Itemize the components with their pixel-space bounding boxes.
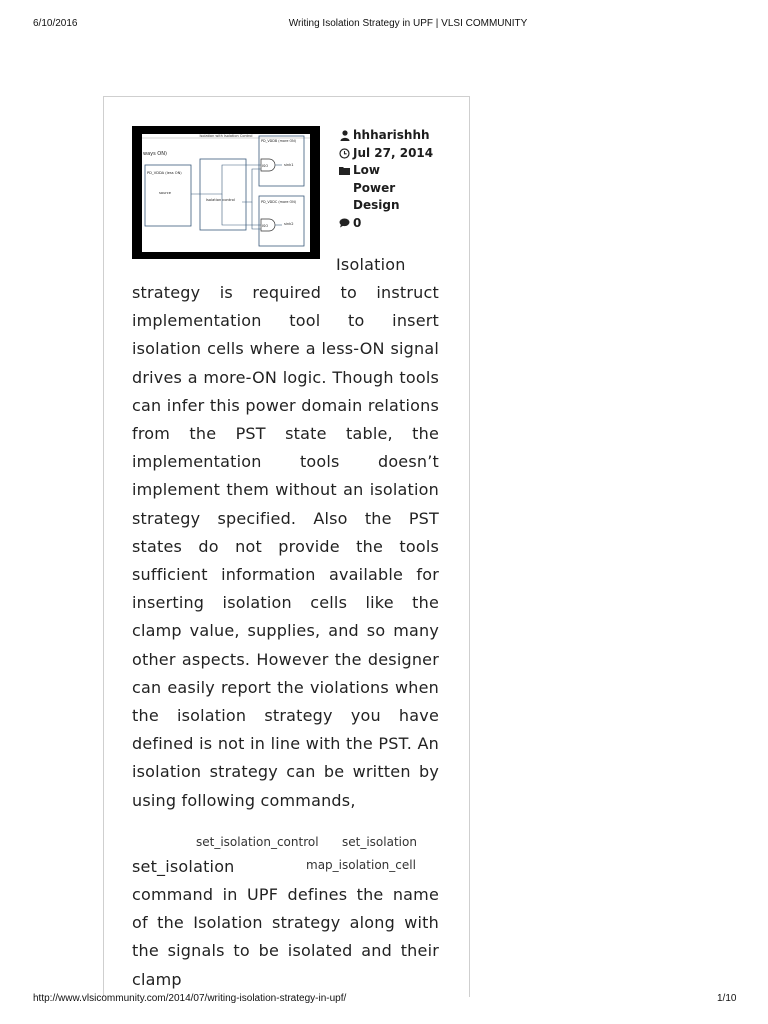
svg-text:sink1: sink1: [284, 163, 294, 167]
svg-text:ISO: ISO: [262, 224, 269, 228]
article-first-word: Isolation: [336, 255, 406, 274]
author-row[interactable]: [336, 127, 456, 145]
svg-text:PD_VDDC (more ON): PD_VDDC (more ON): [261, 200, 297, 204]
svg-text:sink2: sink2: [284, 222, 294, 226]
diagram-always-on: ways ON): [143, 151, 167, 157]
article-paragraph-2: command in UPF defines the name of the Isolation strategy along with the signals to be isolated and their clamp: [132, 885, 439, 989]
svg-text:PD_VDDB (more ON): PD_VDDB (more ON): [261, 139, 297, 143]
print-url: http://www.vlsicommunity.com/2014/07/writing-isolation-strategy-in-upf/: [33, 993, 347, 1004]
date-row: [336, 145, 456, 163]
svg-text:PD_VDDA (less ON): PD_VDDA (less ON): [147, 171, 182, 175]
category-row[interactable]: [336, 162, 456, 215]
diagram-title: Isolation with Isolation Control: [199, 134, 253, 138]
article-thumbnail[interactable]: [132, 126, 320, 259]
post-date: Jul 27, 2014: [353, 145, 434, 160]
comment-icon: [336, 215, 353, 232]
svg-text:source: source: [159, 191, 171, 195]
post-category[interactable]: Low Power Design: [353, 163, 400, 212]
svg-text:ISO: ISO: [262, 164, 269, 168]
author-name[interactable]: hhharishhh: [353, 128, 430, 142]
comment-count[interactable]: 0: [353, 215, 362, 230]
comments-row[interactable]: [336, 215, 456, 233]
clock-icon: [336, 145, 353, 162]
command-map-isolation-cell: map_isolation_cell: [306, 858, 416, 872]
article-card: [103, 96, 470, 997]
section-heading-set-isolation: set_isolation: [132, 857, 235, 876]
svg-text:Isolation control: Isolation control: [206, 198, 235, 202]
print-page-number: 1/10: [717, 993, 737, 1004]
print-date: 6/10/2016: [33, 18, 78, 29]
user-icon: [336, 127, 353, 144]
isolation-diagram: [142, 134, 310, 252]
print-title: Writing Isolation Strategy in UPF | VLSI COMMUNITY: [288, 18, 528, 29]
folder-icon: [336, 162, 353, 179]
post-meta: [336, 127, 456, 232]
command-set-isolation: set_isolation: [342, 835, 417, 849]
article-paragraph: strategy is required to instruct implementation tool to insert isolation cells where a less-ON signal drives a more-ON logic. Though tools can infer this power domain relations from the PST state table, the implementation tools doesn’t implement them without an isolation strategy specified. Also the PST states do not provide the tools sufficient information available for inserting isolation cells like the clamp value, supplies, and so many other aspects. However the designer can easily report the violations when the isolation strategy you have defined is not in line with the PST. An isolation strategy can be written by using following commands,: [132, 283, 439, 810]
command-set-isolation-control: set_isolation_control: [196, 835, 319, 849]
